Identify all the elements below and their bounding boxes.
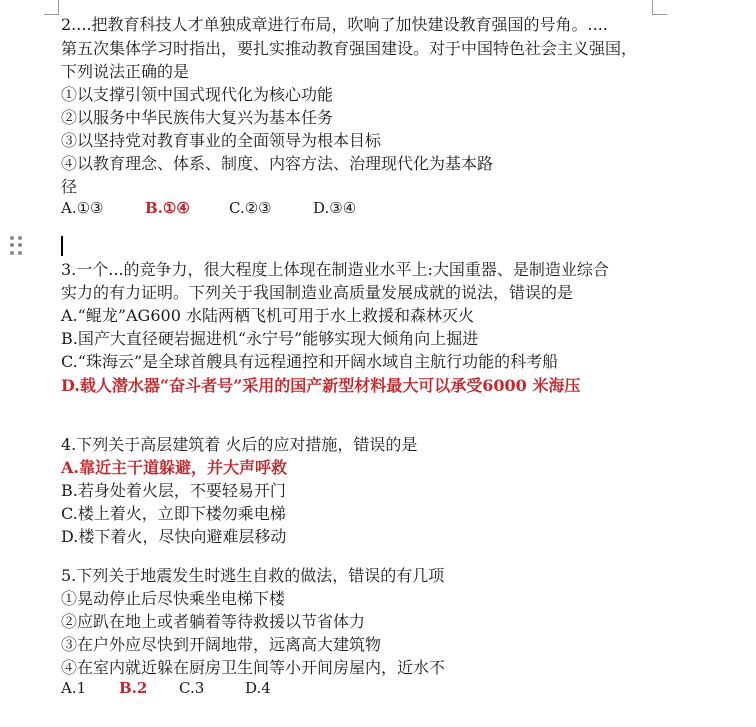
q3-option-b: B.国产大直径硬岩掘进机“永宁号”能够实现大倾角向上掘进 — [61, 329, 479, 348]
q2-stem-line: 第五次集体学习时指出，要扎实推动教育强国建设。对于中国特色社会主义强国， — [61, 39, 638, 58]
q2-stem-line: 2....把教育科技人才单独成章进行布局，吹响了加快建设教育强国的号角。.... — [61, 15, 608, 34]
q4-option-a-answer: A.靠近主干道躲避，并大声呼救 — [61, 458, 287, 477]
q4-option-c: C.楼上着火，立即下楼勿乘电梯 — [61, 504, 286, 523]
q3-stem-line: 实力的有力证明。下列关于我国制造业高质量发展成就的说法，错误的是 — [61, 283, 574, 302]
q2-stem-line: 下列说法正确的是 — [61, 62, 190, 81]
page-corner-mark — [44, 0, 59, 15]
q3-option-c: C.“珠海云”是全球首艘具有远程通控和开阔水域自主航行功能的科考船 — [61, 352, 559, 371]
q5-statement: ②应趴在地上或者躺着等待救援以节省体力 — [61, 612, 366, 631]
q2-option-d: D.③④ — [313, 199, 357, 217]
drag-handle-icon[interactable] — [10, 236, 24, 256]
q5-stem: 5.下列关于地震发生时逃生自救的做法，错误的有几项 — [61, 566, 445, 585]
q5-option-b-answer: B.2 — [119, 679, 148, 697]
q4-option-d: D.楼下着火，尽快向避难层移动 — [61, 527, 287, 546]
q2-statement: ②以服务中华民族伟大复兴为基本任务 — [61, 108, 334, 127]
text-cursor — [61, 236, 63, 256]
q5-statement: ③在户外应尽快到开阔地带，远离高大建筑物 — [61, 635, 382, 654]
q3-option-d-answer: D.载人潜水器“奋斗者号”采用的国产新型材料最大可以承受6000 米海压 — [61, 376, 581, 395]
q2-statement: ③以坚持党对教育事业的全面领导为根本目标 — [61, 131, 382, 150]
q5-option-d: D.4 — [245, 679, 271, 697]
q2-option-b-answer: B.①④ — [145, 199, 190, 217]
q2-options — [61, 197, 356, 219]
q5-statement: ①晃动停止后尽快乘坐电梯下楼 — [61, 589, 286, 608]
q2-option-c: C.②③ — [229, 199, 272, 217]
q4-option-b: B.若身处着火层，不要轻易开门 — [61, 481, 286, 500]
q2-statement: ④以教育理念、体系、制度、内容方法、治理现代化为基本路 — [61, 154, 494, 173]
q4-stem: 4.下列关于高层建筑着 火后的应对措施，错误的是 — [61, 435, 418, 454]
q2-statement: 径 — [61, 177, 78, 196]
q2-statement: ①以支撑引领中国式现代化为核心功能 — [61, 85, 334, 104]
q5-options — [61, 677, 271, 699]
q5-statement: ④在室内就近躲在厨房卫生间等小开间房屋内，近水不 — [61, 658, 446, 677]
page-corner-mark — [652, 0, 667, 15]
q5-option-a: A.1 — [61, 679, 87, 697]
q5-option-c: C.3 — [179, 679, 205, 697]
q3-stem-line: 3.一个...的竞争力，很大程度上体现在制造业水平上:大国重器、是制造业综合 — [61, 260, 609, 279]
q3-option-a: A.“鲲龙”AG600 水陆两栖飞机可用于水上救援和森林灭火 — [61, 306, 474, 325]
q2-option-a: A.①③ — [61, 199, 104, 217]
